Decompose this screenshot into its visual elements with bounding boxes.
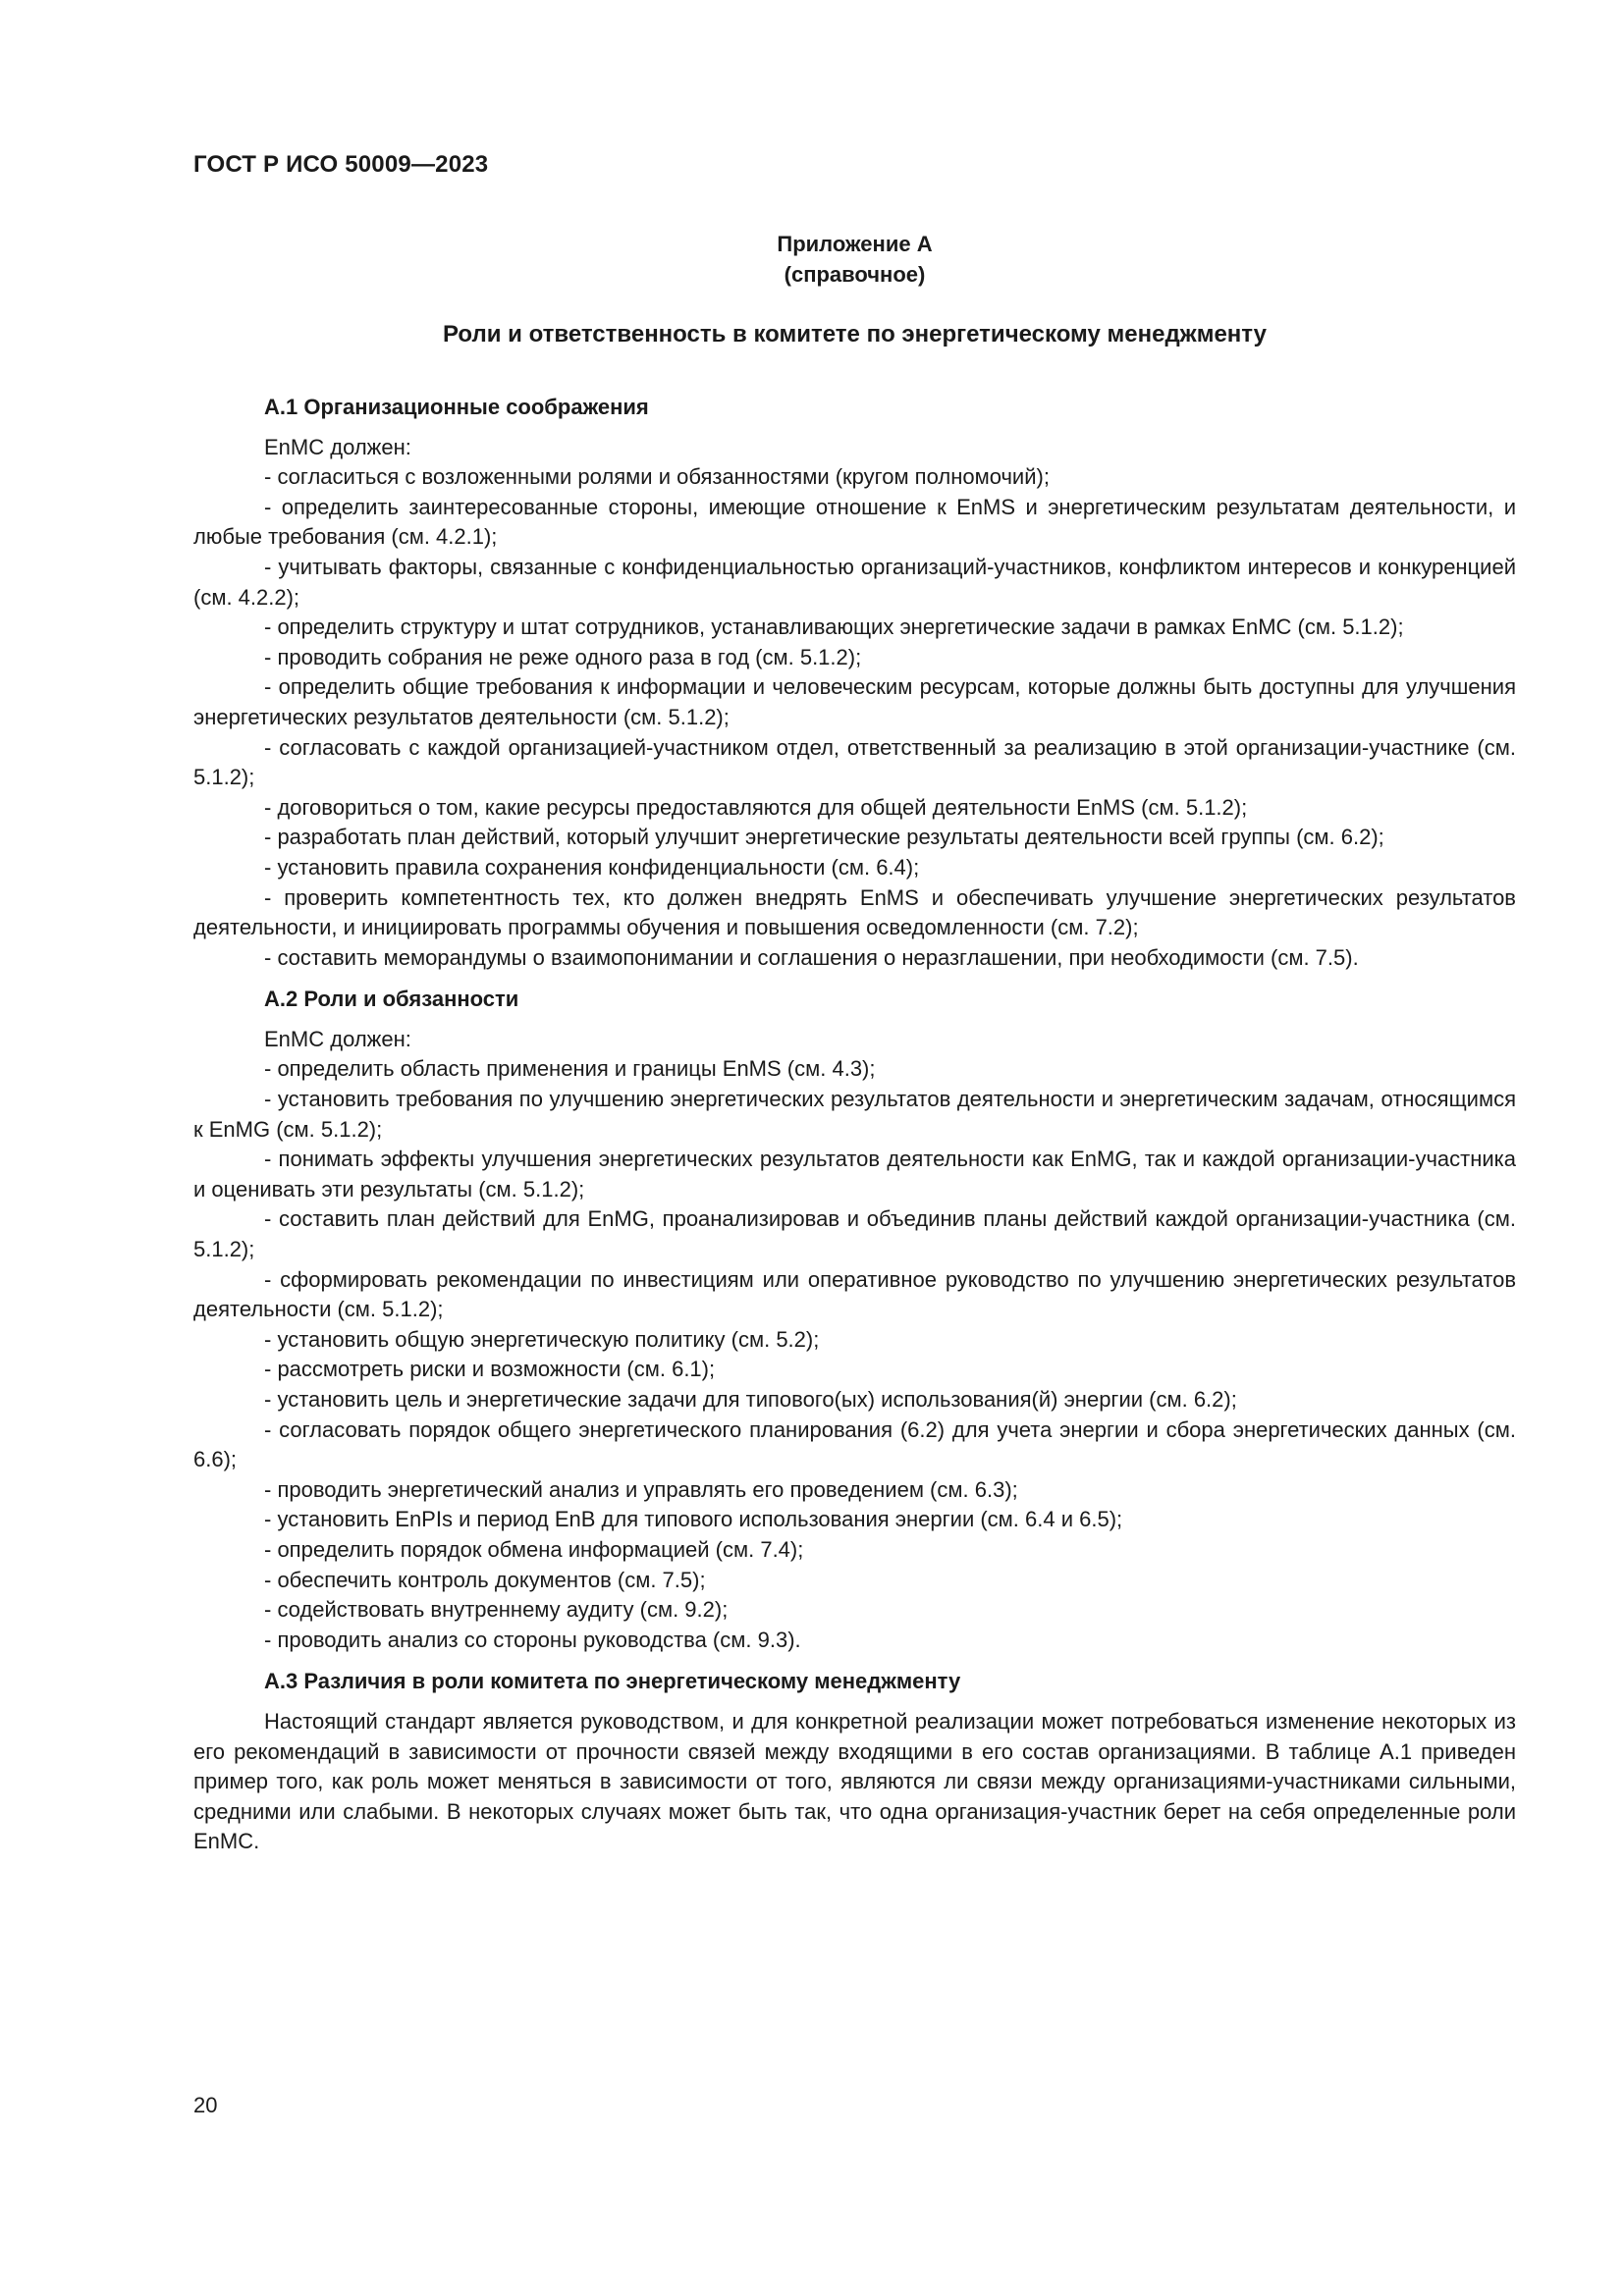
appendix-label: Приложение А xyxy=(777,232,933,256)
list-item: - сформировать рекомендации по инвестициям или оперативное руководство по улучшению энергетических результатов деятельности (см. 5.1.2); xyxy=(193,1266,1516,1322)
section-a2 xyxy=(193,985,1516,1655)
list-item: - проводить энергетический анализ и управлять его проведением (см. 6.3); xyxy=(264,1476,1018,1502)
list-item: - понимать эффекты улучшения энергетических результатов деятельности как EnMG, так и каждой организации-участника и оценивать эти результаты (см. 5.1.2); xyxy=(193,1147,1516,1201)
section-intro: EnMC должен: xyxy=(264,1026,411,1051)
list-item: - договориться о том, какие ресурсы предоставляются для общей деятельности EnMS (см. 5.1.2); xyxy=(264,794,1248,820)
list-item: - согласовать порядок общего энергетического планирования (6.2) для учета энергии и сбора энергетических данных (см. 6.6); xyxy=(193,1416,1516,1472)
list-item: - установить цель и энергетические задачи для типового(ых) использования(й) энергии (см. 6.2); xyxy=(264,1387,1237,1412)
list-item: - согласовать с каждой организацией-участником отдел, ответственный за реализацию в этой организации-участнике (см. 5.1.2); xyxy=(193,734,1516,790)
list-item: - установить общую энергетическую политику (см. 5.2); xyxy=(264,1326,820,1352)
section-heading: А.2 Роли и обязанности xyxy=(264,987,519,1012)
list-item: - установить требования по улучшению энергетических результатов деятельности и энергетическим задачам, относящимся к EnMG (см. 5.1.2); xyxy=(193,1087,1516,1142)
list-item: - проводить собрания не реже одного раза в год (см. 5.1.2); xyxy=(264,644,862,669)
section-heading: А.1 Организационные соображения xyxy=(264,395,649,419)
list-item: - составить меморандумы о взаимопонимании и соглашения о неразглашении, при необходимости (см. 7.5). xyxy=(264,944,1359,970)
list-item: - учитывать факторы, связанные с конфиденциальностью организаций-участников, конфликтом интересов и конкуренцией (см. 4.2.2); xyxy=(193,554,1516,610)
list-item: - рассмотреть риски и возможности (см. 6.1); xyxy=(264,1357,716,1382)
list-item: - разработать план действий, который улучшит энергетические результаты деятельности всей группы (см. 6.2); xyxy=(264,825,1384,850)
list-item: - составить план действий для EnMG, проанализировав и объединив планы действий каждой организации-участника (см. 5.1.2); xyxy=(193,1206,1516,1262)
page-number: 20 xyxy=(193,2093,218,2117)
section-a3 xyxy=(193,1667,1516,1857)
appendix-title: Роли и ответственность в комитете по энергетическому менеджменту xyxy=(443,321,1267,347)
list-item: - определить заинтересованные стороны, имеющие отношение к EnMS и энергетическим результатам деятельности, и любые требования (см. 4.2.1); xyxy=(193,494,1516,550)
standard-designation: ГОСТ Р ИСО 50009—2023 xyxy=(193,151,489,178)
list-item: - содействовать внутреннему аудиту (см. 9.2); xyxy=(264,1597,729,1623)
list-item: - определить общие требования к информации и человеческим ресурсам, которые должны быть доступны для улучшения энергетических результатов деятельности (см. 5.1.2); xyxy=(193,674,1516,729)
section-heading: А.3 Различия в роли комитета по энергетическому менеджменту xyxy=(264,1669,961,1694)
section-a1 xyxy=(193,393,1516,973)
appendix-label-block xyxy=(193,229,1516,290)
list-item: - определить область применения и границы EnMS (см. 4.3); xyxy=(264,1056,876,1082)
section-intro: EnMC должен: xyxy=(264,434,411,459)
list-item: - установить правила сохранения конфиденциальности (см. 6.4); xyxy=(264,854,920,880)
list-item: - согласиться с возложенными ролями и обязанностями (кругом полномочий); xyxy=(264,464,1050,490)
list-item: - проводить анализ со стороны руководства (см. 9.3). xyxy=(264,1627,801,1652)
section-paragraph: Настоящий стандарт является руководством, и для конкретной реализации может потребоваться изменение некоторых из его рекомендаций в зависимости от прочности связей между входящими в его состав организациями. В таблице А.1 приведен пример того, как роль может меняться в зависимости от того, являются ли связи между организациями-участниками сильными, средними или слабыми. В некоторых случаях может быть так, что одна организация-участник берет на себя определенные роли EnMC. xyxy=(193,1708,1516,1854)
list-item: - установить EnPIs и период EnB для типового использования энергии (см. 6.4 и 6.5); xyxy=(264,1507,1123,1532)
document-body xyxy=(193,393,1516,1857)
appendix-kind: (справочное) xyxy=(784,262,926,287)
list-item: - обеспечить контроль документов (см. 7.5); xyxy=(264,1567,706,1592)
list-item: - проверить компетентность тех, кто должен внедрять EnMS и обеспечивать улучшение энергетических результатов деятельности, и инициировать программы обучения и повышения осведомленности (см. 7.2); xyxy=(193,884,1516,940)
list-item: - определить порядок обмена информацией (см. 7.4); xyxy=(264,1536,804,1562)
list-item: - определить структуру и штат сотрудников, устанавливающих энергетические задачи в рамках EnMC (см. 5.1.2); xyxy=(264,614,1404,640)
